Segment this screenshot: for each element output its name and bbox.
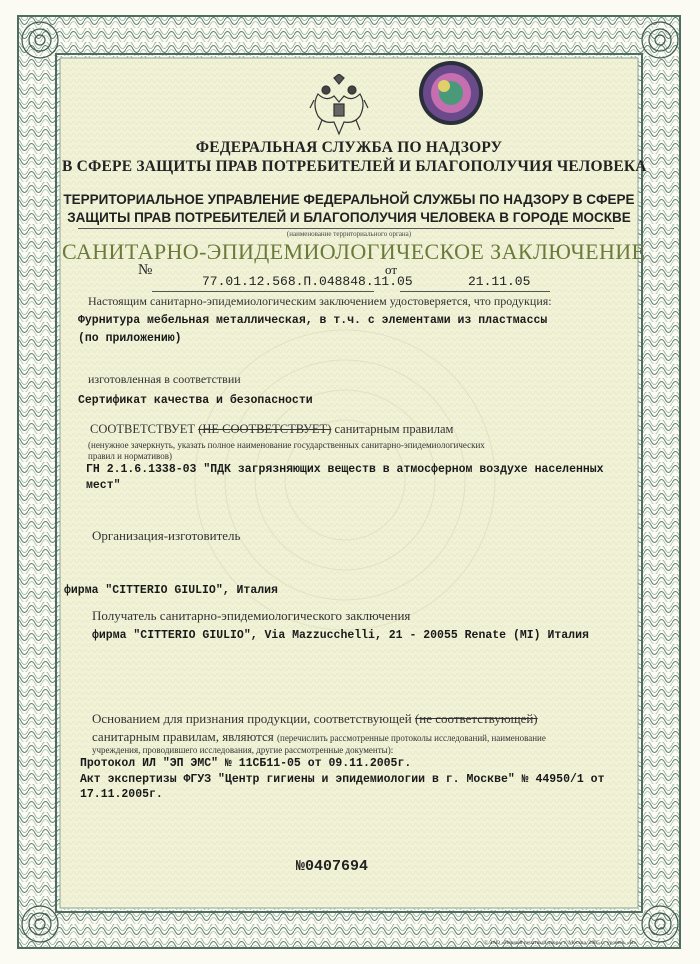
basis-not-conforming-text: (не соответствующей) [414,711,538,726]
date-label: от [385,262,398,277]
certifies-text: Настоящим санитарно-эпидемиологическим заключением удостоверяется, что продукция: [88,294,552,308]
basis-value-line3: 17.11.2005г. [80,788,163,801]
product-line1: Фурнитура мебельная металлическая, в т.ч. с элементами из пластмассы [78,314,548,327]
hologram-seal [416,58,486,128]
manufacturer-value: фирма "CITTERIO GIULIO", Италия [64,584,278,597]
certificate-date: 21.11.05 [468,274,531,289]
number-underline [152,291,374,292]
basis-note-line3: учреждения, проводившего исследования, другие рассмотренные документы): [92,745,394,755]
recipient-label: Получатель санитарно-эпидемиологического заключения [92,608,411,623]
basis-line2 [92,729,546,745]
compliance-line [90,422,453,437]
agency-name-line2: В СФЕРЕ ЗАЩИТЫ ПРАВ ПОТРЕБИТЕЛЕЙ И БЛАГОПОЛУЧИЯ ЧЕЛОВЕКА [62,158,647,175]
agency-name-line1: ФЕДЕРАЛЬНАЯ СЛУЖБА ПО НАДЗОРУ [195,139,503,156]
territorial-body-line2: ЗАЩИТЫ ПРАВ ПОТРЕБИТЕЛЕЙ И БЛАГОПОЛУЧИЯ ЧЕЛОВЕКА В ГОРОДЕ МОСКВЕ [67,210,631,225]
manufacturer-label: Организация-изготовитель [92,528,241,543]
basis-prefix-text: Основанием для признания продукции, соответствующей [92,711,412,726]
conforms-text: СООТВЕТСТВУЕТ [90,422,196,436]
certificate-number: 77.01.12.568.П.048848.11.05 [202,274,413,289]
compliance-note-line1: (ненужное зачеркнуть, указать полное наименование государственных санитарно-эпидемиологических [88,440,485,450]
coat-of-arms-emblem [308,74,370,140]
territorial-body-line1: ТЕРРИТОРИАЛЬНОЕ УПРАВЛЕНИЕ ФЕДЕРАЛЬНОЙ СЛУЖБЫ ПО НАДЗОРУ В СФЕРЕ [63,192,635,207]
printer-note: © ЗАО «Первый печатный двор», г. Москва, 2005 г., уровень «В» [484,940,637,946]
basis-rules-text: санитарным правилам, являются [92,729,274,744]
not-conforms-text: (НЕ СООТВЕТСТВУЕТ) [198,422,332,436]
product-line2: (по приложению) [78,332,182,345]
recipient-value: фирма "CITTERIO GIULIO", Via Mazzucchelli, 21 - 20055 Renate (MI) Италия [92,629,589,642]
basis-value-line2: Акт экспертизы ФГУЗ "Центр гигиены и эпидемиологии в г. Москве" № 44950/1 от [80,773,605,786]
basis-line1 [92,711,538,727]
territorial-caption: (наименование территориального органа) [286,230,412,238]
compliance-note-line2: правил и нормативов) [88,451,172,461]
sanitary-rules-text: санитарным правилам [334,422,454,436]
manufactured-value: Сертификат качества и безопасности [78,394,313,407]
number-label: № [138,262,153,278]
basis-note-text: (перечислить рассмотренные протоколы исследований, наименование [277,733,546,743]
basis-value-line1: Протокол ИЛ "ЭП ЭМС" № 11СБ11-05 от 09.11.2005г. [80,757,412,770]
compliance-value-line2: мест" [86,479,121,492]
compliance-value-line1: ГН 2.1.6.1338-03 "ПДК загрязняющих веществ в атмосферном воздухе населенных [86,463,604,476]
date-underline [400,291,550,292]
serial-number: №0407694 [296,858,369,875]
territorial-underline [78,228,614,229]
manufactured-label: изготовленная в соответствии [88,372,241,386]
document-title: САНИТАРНО-ЭПИДЕМИОЛОГИЧЕСКОЕ ЗАКЛЮЧЕНИЕ [62,239,646,264]
